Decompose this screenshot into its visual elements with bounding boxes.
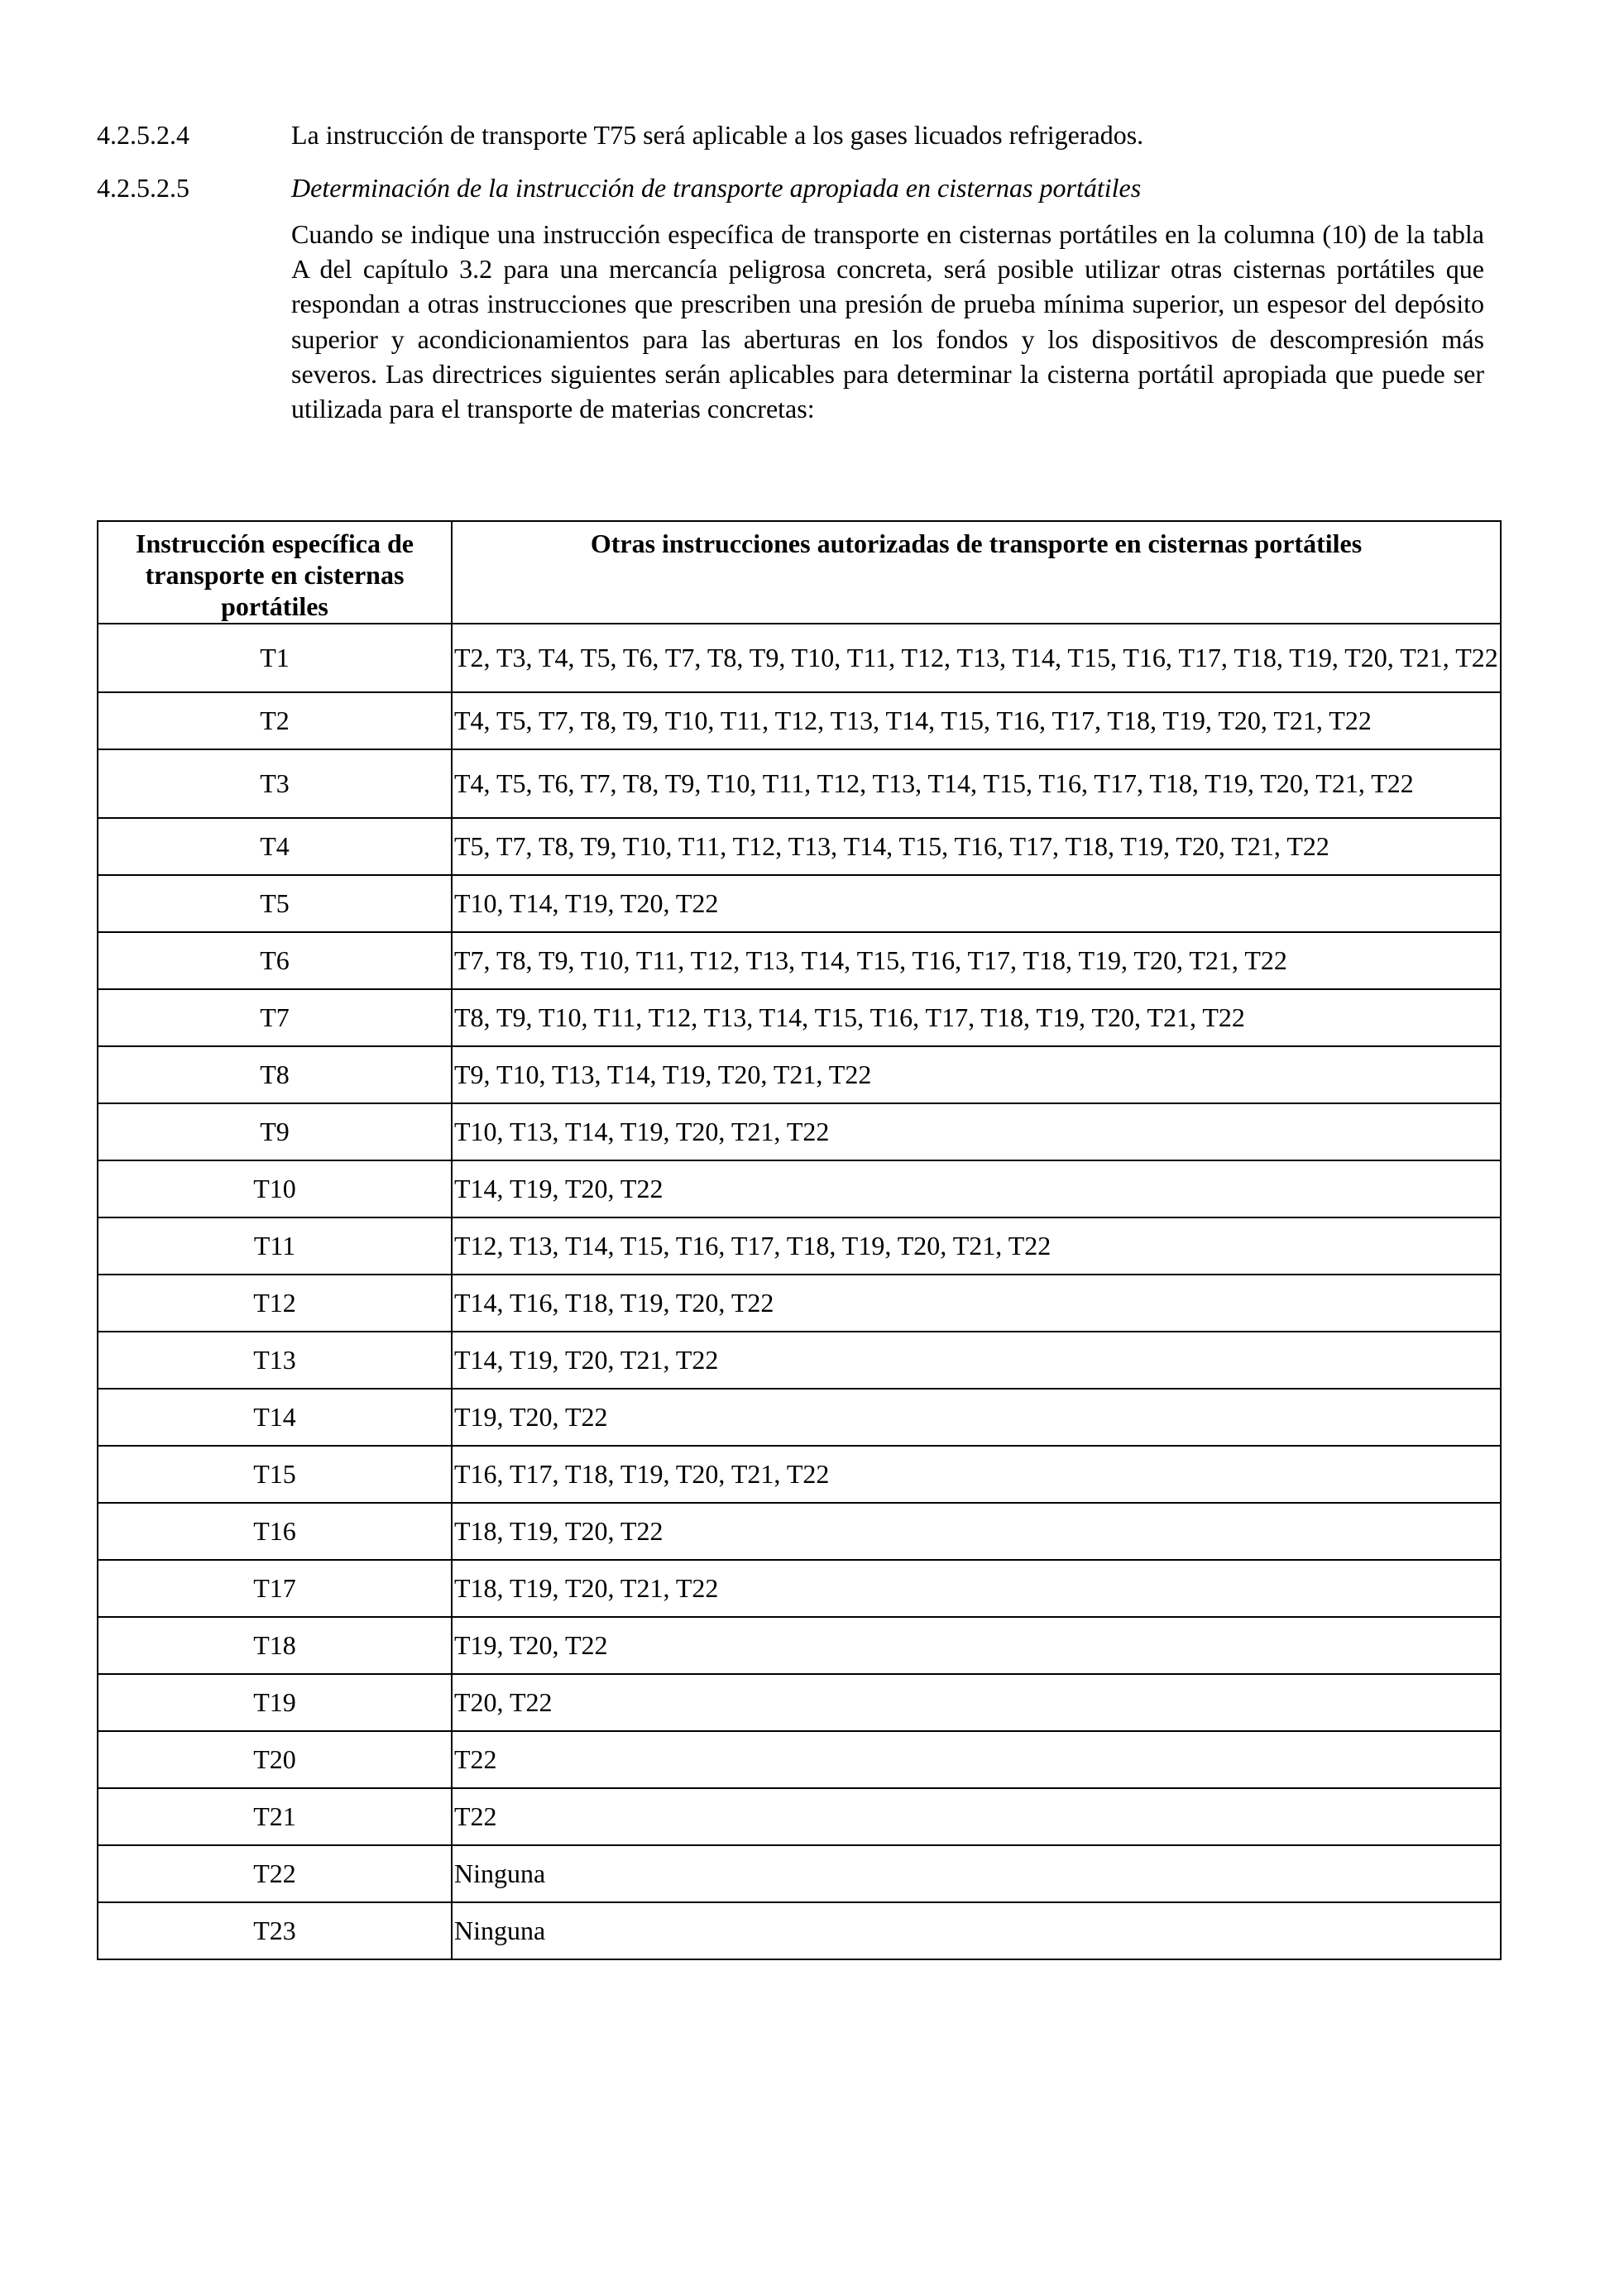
table-row bbox=[98, 692, 1501, 749]
allowed-instructions-cell: T18, T19, T20, T22 bbox=[452, 1503, 1501, 1560]
allowed-instructions-cell: T18, T19, T20, T21, T22 bbox=[452, 1560, 1501, 1617]
table-row bbox=[98, 818, 1501, 875]
allowed-instructions-cell: Ninguna bbox=[452, 1902, 1501, 1959]
table-row bbox=[98, 1674, 1501, 1731]
table-row bbox=[98, 875, 1501, 932]
allowed-instructions-cell: T12, T13, T14, T15, T16, T17, T18, T19, T20, T21, T22 bbox=[452, 1217, 1501, 1275]
instruction-code-cell: T11 bbox=[98, 1217, 452, 1275]
table-row bbox=[98, 1560, 1501, 1617]
allowed-instructions-cell: T22 bbox=[452, 1731, 1501, 1788]
table-row bbox=[98, 1788, 1501, 1845]
table-row bbox=[98, 1275, 1501, 1332]
paragraph-number: 4.2.5.2.4 bbox=[97, 120, 189, 150]
allowed-instructions-cell: T14, T19, T20, T22 bbox=[452, 1160, 1501, 1217]
instruction-code-cell: T21 bbox=[98, 1788, 452, 1845]
instruction-code-cell: T18 bbox=[98, 1617, 452, 1674]
allowed-instructions-cell: T14, T16, T18, T19, T20, T22 bbox=[452, 1275, 1501, 1332]
instruction-code-cell: T23 bbox=[98, 1902, 452, 1959]
instruction-code-cell: T1 bbox=[98, 624, 452, 692]
allowed-instructions-cell: T10, T14, T19, T20, T22 bbox=[452, 875, 1501, 932]
table-row bbox=[98, 1902, 1501, 1959]
allowed-instructions-cell: T7, T8, T9, T10, T11, T12, T13, T14, T15, T16, T17, T18, T19, T20, T21, T22 bbox=[452, 932, 1501, 989]
table-row bbox=[98, 1389, 1501, 1446]
allowed-instructions-cell: T22 bbox=[452, 1788, 1501, 1845]
table-row bbox=[98, 1103, 1501, 1160]
instruction-code-cell: T17 bbox=[98, 1560, 452, 1617]
allowed-instructions-cell: T19, T20, T22 bbox=[452, 1617, 1501, 1674]
table-row bbox=[98, 1446, 1501, 1503]
instruction-code-cell: T16 bbox=[98, 1503, 452, 1560]
allowed-instructions-cell: T10, T13, T14, T19, T20, T21, T22 bbox=[452, 1103, 1501, 1160]
instruction-code-cell: T13 bbox=[98, 1332, 452, 1389]
allowed-instructions-cell: T2, T3, T4, T5, T6, T7, T8, T9, T10, T11, T12, T13, T14, T15, T16, T17, T18, T19, T20, T21, T22 bbox=[452, 624, 1501, 692]
table-row bbox=[98, 932, 1501, 989]
body-paragraph: Cuando se indique una instrucción específica de transporte en cisternas portátiles en la columna (10) de la tabla A del capítulo 3.2 para una mercancía peligrosa concreta, será posible utilizar otras cisternas portátiles que respondan a otras instrucciones que prescriben una presión de prueba mínima superior, un espesor del depósito superior y acondicionamientos para las aberturas en los fondos y los dispositivos de descompresión más severos. Las directrices siguientes serán aplicables para determinar la cisterna portátil apropiada que puede ser utilizada para el transporte de materias concretas: bbox=[291, 219, 1484, 424]
instruction-code-cell: T5 bbox=[98, 875, 452, 932]
table-row bbox=[98, 1845, 1501, 1902]
table-row bbox=[98, 989, 1501, 1046]
table-row bbox=[98, 1617, 1501, 1674]
table-row bbox=[98, 749, 1501, 818]
allowed-instructions-cell: T4, T5, T6, T7, T8, T9, T10, T11, T12, T13, T14, T15, T16, T17, T18, T19, T20, T21, T22 bbox=[452, 749, 1501, 818]
paragraph-number: 4.2.5.2.5 bbox=[97, 173, 189, 203]
table-row bbox=[98, 1046, 1501, 1103]
table-header-row bbox=[98, 521, 1501, 624]
allowed-instructions-cell: T19, T20, T22 bbox=[452, 1389, 1501, 1446]
instruction-code-cell: T3 bbox=[98, 749, 452, 818]
instruction-code-cell: T7 bbox=[98, 989, 452, 1046]
allowed-instructions-cell: T16, T17, T18, T19, T20, T21, T22 bbox=[452, 1446, 1501, 1503]
allowed-instructions-cell: T8, T9, T10, T11, T12, T13, T14, T15, T16, T17, T18, T19, T20, T21, T22 bbox=[452, 989, 1501, 1046]
table-row bbox=[98, 1160, 1501, 1217]
instruction-code-cell: T4 bbox=[98, 818, 452, 875]
instruction-code-cell: T19 bbox=[98, 1674, 452, 1731]
instruction-code-cell: T14 bbox=[98, 1389, 452, 1446]
allowed-instructions-cell: T9, T10, T13, T14, T19, T20, T21, T22 bbox=[452, 1046, 1501, 1103]
table-row bbox=[98, 624, 1501, 692]
instruction-code-cell: T15 bbox=[98, 1446, 452, 1503]
instruction-code-cell: T12 bbox=[98, 1275, 452, 1332]
tank-instructions-table bbox=[97, 520, 1502, 1960]
table-row bbox=[98, 1332, 1501, 1389]
table-row bbox=[98, 1217, 1501, 1275]
allowed-instructions-cell: T14, T19, T20, T21, T22 bbox=[452, 1332, 1501, 1389]
table-row bbox=[98, 1731, 1501, 1788]
allowed-instructions-cell: T20, T22 bbox=[452, 1674, 1501, 1731]
instruction-code-cell: T6 bbox=[98, 932, 452, 989]
allowed-instructions-cell: T5, T7, T8, T9, T10, T11, T12, T13, T14, T15, T16, T17, T18, T19, T20, T21, T22 bbox=[452, 818, 1501, 875]
column-header-specific-instruction: Instrucción específica de transporte en cisternas portátiles bbox=[98, 521, 452, 624]
instruction-code-cell: T22 bbox=[98, 1845, 452, 1902]
allowed-instructions-cell: Ninguna bbox=[452, 1845, 1501, 1902]
table-row bbox=[98, 1503, 1501, 1560]
column-header-other-instructions: Otras instrucciones autorizadas de transporte en cisternas portátiles bbox=[452, 521, 1501, 624]
instruction-code-cell: T8 bbox=[98, 1046, 452, 1103]
instruction-code-cell: T10 bbox=[98, 1160, 452, 1217]
allowed-instructions-cell: T4, T5, T7, T8, T9, T10, T11, T12, T13, T14, T15, T16, T17, T18, T19, T20, T21, T22 bbox=[452, 692, 1501, 749]
instruction-code-cell: T2 bbox=[98, 692, 452, 749]
instruction-code-cell: T9 bbox=[98, 1103, 452, 1160]
paragraph-text: La instrucción de transporte T75 será aplicable a los gases licuados refrigerados. bbox=[291, 120, 1144, 150]
instruction-code-cell: T20 bbox=[98, 1731, 452, 1788]
section-heading: Determinación de la instrucción de transporte apropiada en cisternas portátiles bbox=[291, 173, 1142, 203]
